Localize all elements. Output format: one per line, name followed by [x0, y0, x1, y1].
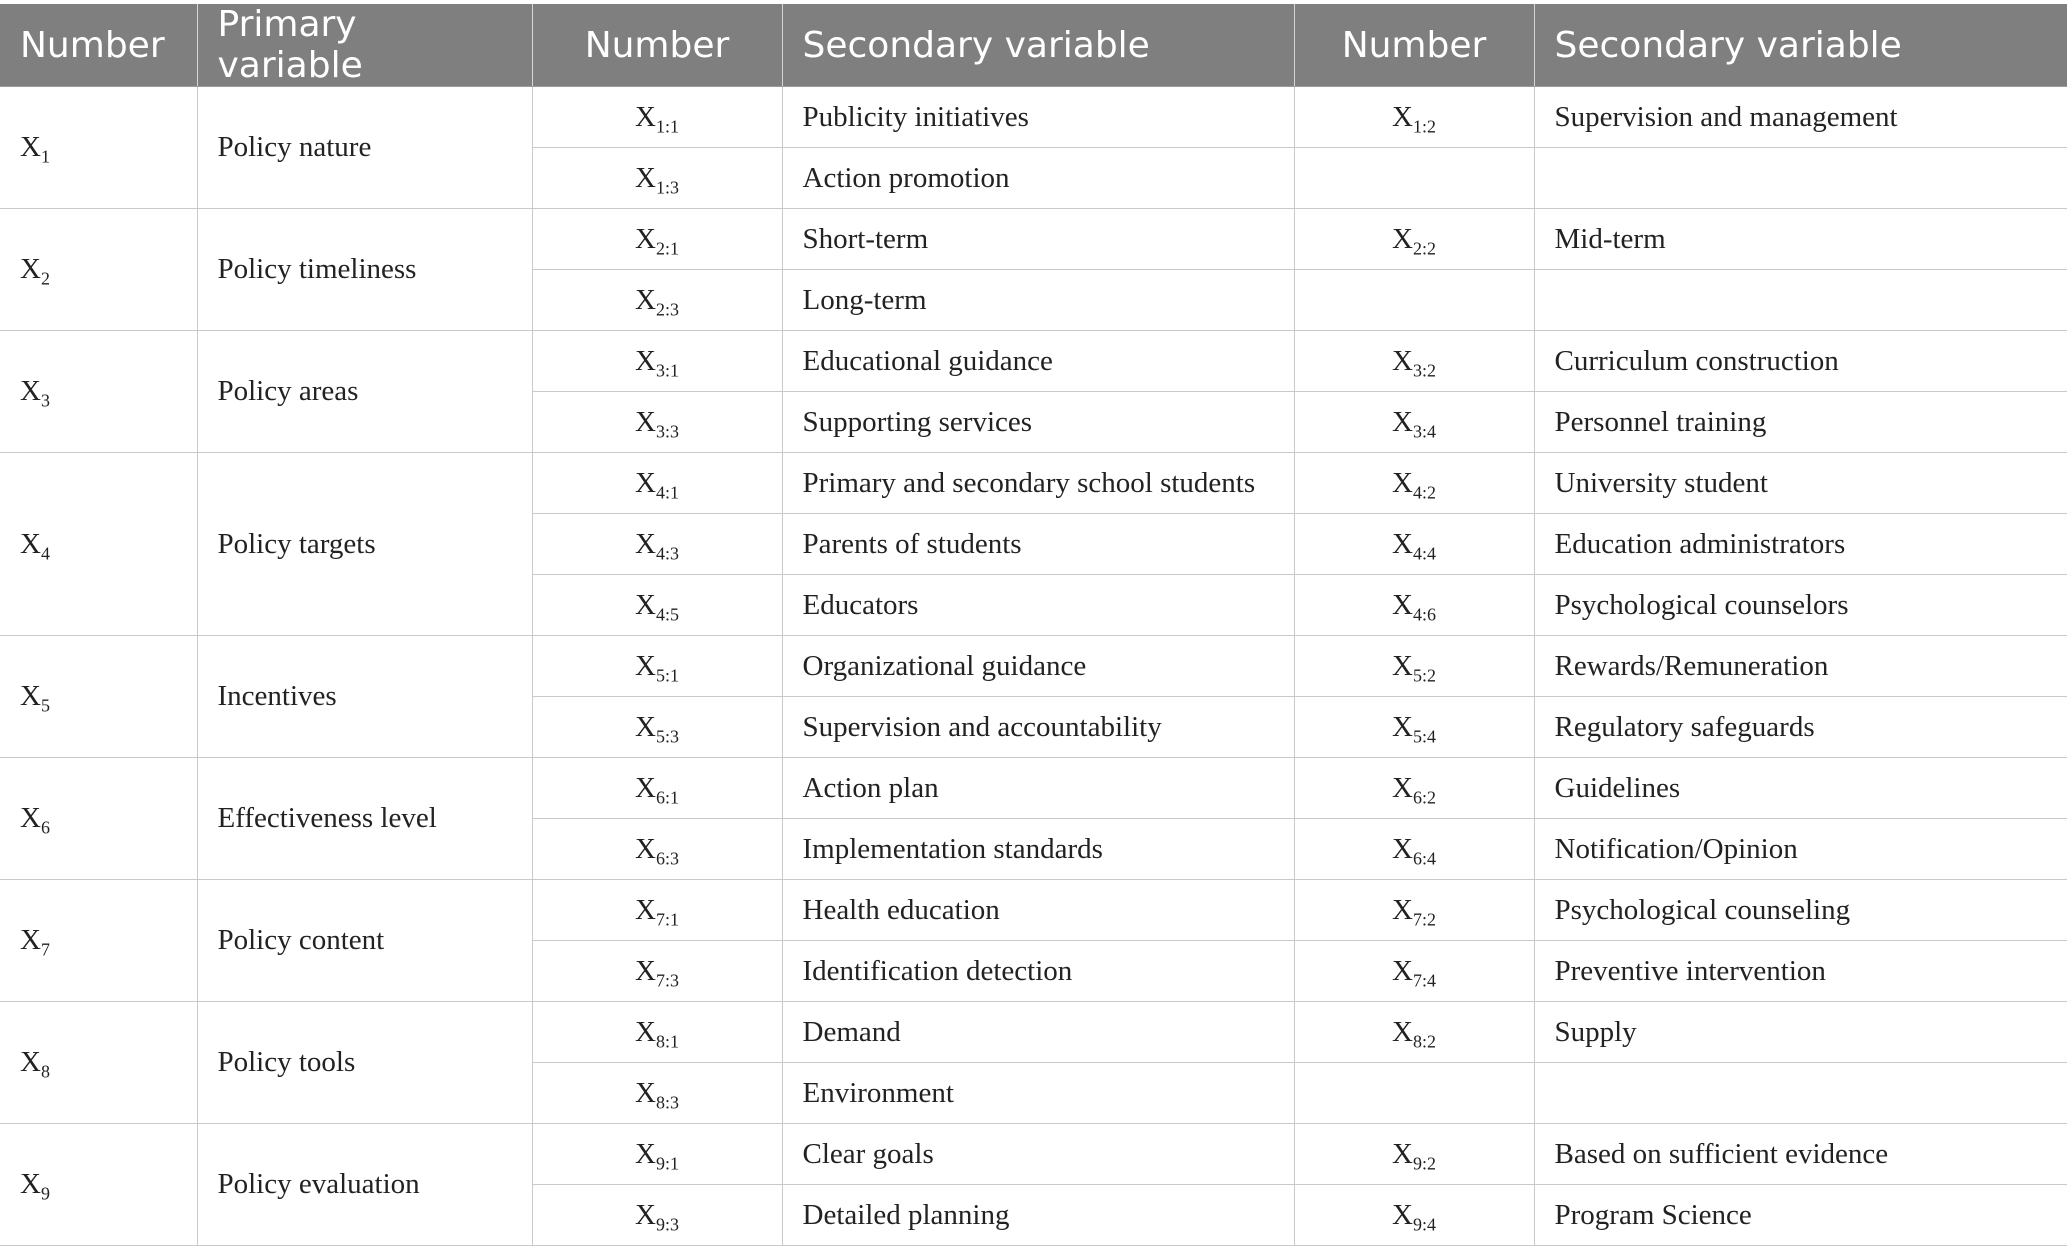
secondary-number-cell-2 [1294, 1063, 1534, 1124]
secondary-number-cell [532, 1063, 782, 1124]
secondary-variable-cell-2: Supervision and management [1534, 87, 2067, 148]
primary-number-cell [0, 87, 197, 209]
secondary-number-letter: X [635, 344, 656, 377]
secondary-number-cell-2 [1294, 1124, 1534, 1185]
secondary-number-subscript: 9:1 [655, 1152, 679, 1173]
secondary-number-2 [1392, 588, 1436, 624]
secondary-number [635, 527, 679, 563]
secondary-number-subscript: 3:1 [655, 359, 679, 380]
secondary-number-2 [1392, 954, 1436, 990]
secondary-number-letter: X [635, 1015, 656, 1048]
secondary-number-2-subscript: 3:2 [1412, 359, 1436, 380]
secondary-number-2-letter: X [1392, 405, 1413, 438]
secondary-number-cell [532, 1185, 782, 1246]
primary-number-subscript: 9 [40, 1183, 50, 1204]
secondary-number-cell [532, 514, 782, 575]
secondary-number-subscript: 1:1 [655, 115, 679, 136]
secondary-number-letter: X [635, 954, 656, 987]
secondary-number-2-subscript: 7:2 [1412, 908, 1436, 929]
secondary-number-letter: X [635, 1137, 656, 1170]
secondary-number-cell-2 [1294, 697, 1534, 758]
header-number-2: Number [532, 4, 782, 87]
primary-variable-cell: Policy nature [197, 87, 532, 209]
secondary-number-cell [532, 636, 782, 697]
primary-number-cell [0, 209, 197, 331]
secondary-number-subscript: 7:1 [655, 908, 679, 929]
secondary-number-letter: X [635, 527, 656, 560]
secondary-number-2-subscript: 3:4 [1412, 420, 1436, 441]
variables-table [0, 4, 2067, 1246]
secondary-variable-cell: Environment [782, 1063, 1294, 1124]
secondary-number-cell [532, 270, 782, 331]
secondary-number-2-subscript: 5:4 [1412, 725, 1436, 746]
primary-number-cell [0, 636, 197, 758]
secondary-number-2-subscript: 7:4 [1412, 969, 1436, 990]
secondary-number-cell-2 [1294, 453, 1534, 514]
primary-number-subscript: 3 [40, 390, 50, 411]
secondary-variable-cell: Supporting services [782, 392, 1294, 453]
secondary-number-subscript: 8:3 [655, 1091, 679, 1112]
secondary-number-2-letter: X [1392, 1015, 1413, 1048]
header-number: Number [0, 4, 197, 87]
secondary-variable-cell-2 [1534, 148, 2067, 209]
secondary-variable-cell-2: Psychological counselors [1534, 575, 2067, 636]
secondary-number-2-subscript: 1:2 [1412, 115, 1436, 136]
secondary-number-cell [532, 1124, 782, 1185]
secondary-number-subscript: 4:1 [655, 481, 679, 502]
primary-number-letter: X [20, 802, 41, 834]
secondary-number-cell-2 [1294, 331, 1534, 392]
secondary-number-cell-2 [1294, 392, 1534, 453]
secondary-variable-cell-2: Regulatory safeguards [1534, 697, 2067, 758]
table-body [0, 87, 2067, 1246]
primary-number-cell [0, 331, 197, 453]
secondary-variable-cell: Long-term [782, 270, 1294, 331]
primary-number-subscript: 8 [40, 1061, 50, 1082]
primary-number-letter: X [20, 680, 41, 712]
primary-number [20, 131, 50, 167]
secondary-variable-cell-2: Curriculum construction [1534, 331, 2067, 392]
primary-number-subscript: 6 [40, 817, 50, 838]
secondary-number-2 [1392, 1015, 1436, 1051]
table-row [0, 880, 2067, 941]
secondary-number-subscript: 6:3 [655, 847, 679, 868]
secondary-variable-cell: Publicity initiatives [782, 87, 1294, 148]
secondary-variable-cell: Demand [782, 1002, 1294, 1063]
primary-number [20, 680, 50, 716]
primary-variable-cell: Policy targets [197, 453, 532, 636]
secondary-number-subscript: 9:3 [655, 1213, 679, 1234]
secondary-number-cell-2 [1294, 209, 1534, 270]
secondary-number-cell-2 [1294, 1002, 1534, 1063]
table-row [0, 1124, 2067, 1185]
secondary-number-subscript: 5:3 [655, 725, 679, 746]
secondary-number-cell-2 [1294, 941, 1534, 1002]
secondary-number-cell-2 [1294, 148, 1534, 209]
secondary-number-letter: X [635, 100, 656, 133]
header-number-3: Number [1294, 4, 1534, 87]
primary-variable-cell: Policy timeliness [197, 209, 532, 331]
secondary-number [635, 1076, 679, 1112]
secondary-number-2 [1392, 649, 1436, 685]
secondary-variable-cell: Clear goals [782, 1124, 1294, 1185]
secondary-number-letter: X [635, 466, 656, 499]
secondary-number-subscript: 6:1 [655, 786, 679, 807]
secondary-number [635, 954, 679, 990]
secondary-variable-cell-2: Psychological counseling [1534, 880, 2067, 941]
secondary-number-2-letter: X [1392, 466, 1413, 499]
secondary-number-letter: X [635, 893, 656, 926]
table-row [0, 209, 2067, 270]
secondary-number-2 [1392, 1198, 1436, 1234]
header-row [0, 4, 2067, 87]
primary-number-cell [0, 880, 197, 1002]
secondary-number-2-letter: X [1392, 1137, 1413, 1170]
secondary-number-2-letter: X [1392, 100, 1413, 133]
secondary-number-cell [532, 148, 782, 209]
primary-number [20, 802, 50, 838]
secondary-number-subscript: 4:5 [655, 603, 679, 624]
secondary-number-2-letter: X [1392, 954, 1413, 987]
primary-number-subscript: 4 [40, 542, 50, 563]
secondary-number [635, 649, 679, 685]
primary-variable-cell: Policy content [197, 880, 532, 1002]
primary-number-letter: X [20, 1168, 41, 1200]
secondary-number-subscript: 4:3 [655, 542, 679, 563]
secondary-number-cell [532, 87, 782, 148]
primary-number-letter: X [20, 527, 41, 560]
secondary-number-2-letter: X [1392, 527, 1413, 560]
secondary-number-2-subscript: 8:2 [1412, 1030, 1436, 1051]
secondary-number [635, 832, 679, 868]
primary-number-subscript: 1 [40, 146, 50, 167]
secondary-number-cell-2 [1294, 819, 1534, 880]
primary-number-letter: X [20, 375, 41, 407]
secondary-number-cell-2 [1294, 87, 1534, 148]
secondary-number [635, 588, 679, 624]
secondary-number-letter: X [635, 588, 656, 621]
secondary-number-subscript: 8:1 [655, 1030, 679, 1051]
secondary-number [635, 344, 679, 380]
secondary-variable-cell: Primary and secondary school students [782, 453, 1294, 514]
table-row [0, 87, 2067, 148]
primary-number-cell [0, 758, 197, 880]
secondary-variable-cell: Organizational guidance [782, 636, 1294, 697]
secondary-number-2-subscript: 2:2 [1412, 237, 1436, 258]
secondary-number-cell-2 [1294, 880, 1534, 941]
secondary-number [635, 1137, 679, 1173]
secondary-number-2 [1392, 466, 1436, 502]
table-header [0, 4, 2067, 87]
secondary-number-cell [532, 1002, 782, 1063]
primary-number-subscript: 5 [40, 695, 50, 716]
secondary-number-2-subscript: 4:2 [1412, 481, 1436, 502]
primary-variable-cell: Effectiveness level [197, 758, 532, 880]
secondary-variable-cell-2: Notification/Opinion [1534, 819, 2067, 880]
primary-number-letter: X [20, 924, 41, 956]
primary-number-cell [0, 1124, 197, 1246]
secondary-variable-cell: Implementation standards [782, 819, 1294, 880]
secondary-number-cell [532, 392, 782, 453]
secondary-number-cell-2 [1294, 270, 1534, 331]
secondary-number-letter: X [635, 771, 656, 804]
table-row [0, 331, 2067, 392]
secondary-number-2 [1392, 100, 1436, 136]
primary-number-letter: X [20, 253, 41, 285]
secondary-number-letter: X [635, 832, 656, 865]
primary-variable-cell: Policy areas [197, 331, 532, 453]
secondary-number-2-letter: X [1392, 771, 1413, 804]
secondary-number-cell-2 [1294, 636, 1534, 697]
header-secondary-variable-2: Secondary variable [1534, 4, 2067, 87]
secondary-number-cell [532, 941, 782, 1002]
table-row [0, 636, 2067, 697]
secondary-number-2-letter: X [1392, 710, 1413, 743]
secondary-number-2-subscript: 4:6 [1412, 603, 1436, 624]
secondary-number [635, 1015, 679, 1051]
primary-number [20, 527, 50, 563]
secondary-number-subscript: 1:3 [655, 176, 679, 197]
secondary-number-cell [532, 575, 782, 636]
secondary-number-2-subscript: 9:4 [1412, 1213, 1436, 1234]
secondary-number [635, 771, 679, 807]
primary-number [20, 253, 50, 289]
header-primary-variable: Primary variable [197, 4, 532, 87]
secondary-number-2 [1392, 1137, 1436, 1173]
secondary-variable-cell: Supervision and accountability [782, 697, 1294, 758]
secondary-number [635, 893, 679, 929]
secondary-variable-cell-2: Guidelines [1534, 758, 2067, 819]
primary-number [20, 375, 50, 411]
secondary-number-cell [532, 819, 782, 880]
secondary-number-letter: X [635, 161, 656, 194]
secondary-number [635, 466, 679, 502]
secondary-variable-cell-2: Rewards/Remuneration [1534, 636, 2067, 697]
primary-number-subscript: 7 [40, 939, 50, 960]
secondary-number-2-subscript: 5:2 [1412, 664, 1436, 685]
primary-number-subscript: 2 [40, 268, 50, 289]
secondary-number-2 [1392, 222, 1436, 258]
secondary-number-cell-2 [1294, 514, 1534, 575]
secondary-number-2-subscript: 6:4 [1412, 847, 1436, 868]
secondary-number [635, 161, 679, 197]
secondary-number-2 [1392, 771, 1436, 807]
secondary-variable-cell: Action promotion [782, 148, 1294, 209]
secondary-number-2-letter: X [1392, 222, 1413, 255]
primary-number-cell [0, 1002, 197, 1124]
secondary-variable-cell: Parents of students [782, 514, 1294, 575]
secondary-number-cell-2 [1294, 575, 1534, 636]
secondary-number-subscript: 7:3 [655, 969, 679, 990]
secondary-number-subscript: 5:1 [655, 664, 679, 685]
primary-number [20, 1046, 50, 1082]
table-row [0, 758, 2067, 819]
secondary-variable-cell-2 [1534, 1063, 2067, 1124]
secondary-number-2-letter: X [1392, 649, 1413, 682]
secondary-number-cell [532, 758, 782, 819]
secondary-number-2-letter: X [1392, 1198, 1413, 1231]
secondary-number [635, 100, 679, 136]
secondary-variable-cell: Action plan [782, 758, 1294, 819]
secondary-variable-cell-2: Education administrators [1534, 514, 2067, 575]
secondary-number [635, 283, 679, 319]
primary-variable-cell: Policy tools [197, 1002, 532, 1124]
secondary-number [635, 1198, 679, 1234]
secondary-number-2-letter: X [1392, 832, 1413, 865]
secondary-variable-cell: Identification detection [782, 941, 1294, 1002]
secondary-number-letter: X [635, 283, 656, 316]
secondary-number-cell-2 [1294, 1185, 1534, 1246]
secondary-number-letter: X [635, 1076, 656, 1109]
secondary-number-cell [532, 697, 782, 758]
secondary-number-2-subscript: 6:2 [1412, 786, 1436, 807]
secondary-variable-cell-2: Preventive intervention [1534, 941, 2067, 1002]
primary-variable-cell: Policy evaluation [197, 1124, 532, 1246]
secondary-variable-cell-2: Based on sufficient evidence [1534, 1124, 2067, 1185]
secondary-number-subscript: 2:1 [655, 237, 679, 258]
primary-number [20, 924, 50, 960]
secondary-variable-cell-2: University student [1534, 453, 2067, 514]
secondary-variable-cell: Educators [782, 575, 1294, 636]
secondary-variable-cell-2: Supply [1534, 1002, 2067, 1063]
secondary-number-cell [532, 453, 782, 514]
secondary-variable-cell: Short-term [782, 209, 1294, 270]
primary-number-letter: X [20, 131, 41, 163]
primary-number-cell [0, 453, 197, 636]
secondary-number-subscript: 2:3 [655, 298, 679, 319]
secondary-number-2-subscript: 9:2 [1412, 1152, 1436, 1173]
secondary-number [635, 222, 679, 258]
secondary-variable-cell: Health education [782, 880, 1294, 941]
secondary-number-cell [532, 209, 782, 270]
table-row [0, 1002, 2067, 1063]
secondary-number-letter: X [635, 710, 656, 743]
secondary-number-cell [532, 331, 782, 392]
secondary-variable-cell: Educational guidance [782, 331, 1294, 392]
primary-number [20, 1168, 50, 1204]
secondary-number-subscript: 3:3 [655, 420, 679, 441]
secondary-variable-cell-2 [1534, 270, 2067, 331]
secondary-number-letter: X [635, 649, 656, 682]
secondary-number-2 [1392, 527, 1436, 563]
secondary-number [635, 405, 679, 441]
secondary-number-2-letter: X [1392, 588, 1413, 621]
secondary-variable-cell-2: Personnel training [1534, 392, 2067, 453]
secondary-number-2-letter: X [1392, 893, 1413, 926]
secondary-number-2 [1392, 405, 1436, 441]
secondary-number-letter: X [635, 222, 656, 255]
secondary-number-letter: X [635, 405, 656, 438]
secondary-number-cell-2 [1294, 758, 1534, 819]
secondary-number-2 [1392, 344, 1436, 380]
secondary-variable-cell-2: Mid-term [1534, 209, 2067, 270]
primary-variable-cell: Incentives [197, 636, 532, 758]
secondary-variable-cell-2: Program Science [1534, 1185, 2067, 1246]
secondary-number-cell [532, 880, 782, 941]
secondary-number-2 [1392, 832, 1436, 868]
secondary-number-letter: X [635, 1198, 656, 1231]
table-row [0, 453, 2067, 514]
secondary-number-2 [1392, 893, 1436, 929]
secondary-variable-cell: Detailed planning [782, 1185, 1294, 1246]
primary-number-letter: X [20, 1046, 41, 1078]
secondary-number-2-letter: X [1392, 344, 1413, 377]
header-secondary-variable: Secondary variable [782, 4, 1294, 87]
secondary-number-2 [1392, 710, 1436, 746]
secondary-number-2-subscript: 4:4 [1412, 542, 1436, 563]
secondary-number [635, 710, 679, 746]
